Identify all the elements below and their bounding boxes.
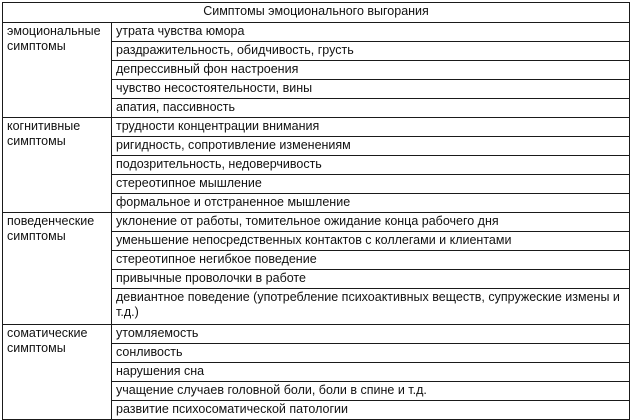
table-title: Симптомы эмоционального выгорания — [3, 3, 630, 23]
table-header-row — [3, 3, 630, 23]
symptom-cell: уклонение от работы, томительное ожидание конца рабочего дня — [112, 213, 630, 232]
symptom-cell: депрессивный фон настроения — [112, 61, 630, 80]
category-cell-somatic: соматические симптомы — [3, 325, 112, 420]
symptom-cell: чувство несостоятельности, вины — [112, 80, 630, 99]
symptom-cell: трудности концентрации внимания — [112, 118, 630, 137]
symptom-cell: ригидность, сопротивление изменениям — [112, 137, 630, 156]
category-cell-emotional: эмоциональные симптомы — [3, 23, 112, 118]
symptom-cell: утомляемость — [112, 325, 630, 344]
category-cell-cognitive: когнитивные симптомы — [3, 118, 112, 213]
symptom-cell: подозрительность, недоверчивость — [112, 156, 630, 175]
table-row — [3, 23, 630, 42]
symptom-cell: уменьшение непосредственных контактов с коллегами и клиентами — [112, 232, 630, 251]
symptom-cell: стереотипное негибкое поведение — [112, 251, 630, 270]
table-row — [3, 118, 630, 137]
symptom-cell: формальное и отстраненное мышление — [112, 194, 630, 213]
symptom-cell: девиантное поведение (употребление психоактивных веществ, супружеские измены и т.д.) — [112, 289, 630, 325]
symptom-cell: стереотипное мышление — [112, 175, 630, 194]
table-row — [3, 213, 630, 232]
symptom-cell: нарушения сна — [112, 363, 630, 382]
symptoms-table — [2, 2, 630, 420]
symptom-cell: сонливость — [112, 344, 630, 363]
table-row — [3, 325, 630, 344]
symptom-cell: апатия, пассивность — [112, 99, 630, 118]
symptom-cell: утрата чувства юмора — [112, 23, 630, 42]
symptom-cell: развитие психосоматической патологии — [112, 401, 630, 420]
symptom-cell: привычные проволочки в работе — [112, 270, 630, 289]
symptom-cell: раздражительность, обидчивость, грусть — [112, 42, 630, 61]
category-cell-behavioral: поведенческие симптомы — [3, 213, 112, 325]
symptom-cell: учащение случаев головной боли, боли в спине и т.д. — [112, 382, 630, 401]
